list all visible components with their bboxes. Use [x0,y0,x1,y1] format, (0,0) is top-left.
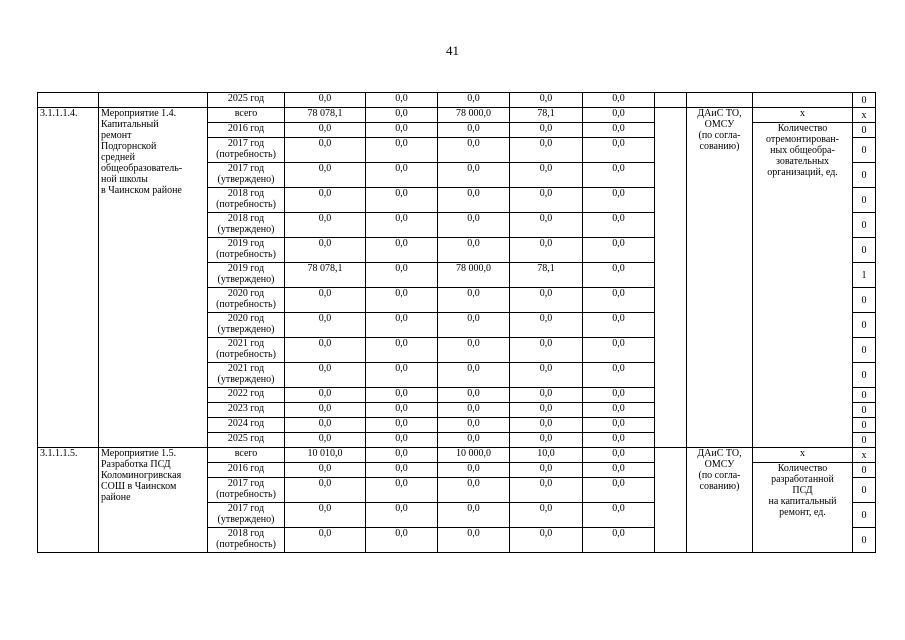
value-cell: 0,0 [438,418,510,433]
value-cell: 0,0 [510,388,583,403]
empty-cell [753,93,853,108]
value-cell: 0,0 [583,188,655,213]
value-cell: 0,0 [285,163,366,188]
value-cell: 0,0 [583,363,655,388]
indicator-value: x [753,448,853,463]
value-cell: 0,0 [366,213,438,238]
table-row [38,448,876,463]
result-cell: 0 [853,418,876,433]
value-cell: 0,0 [366,403,438,418]
value-cell: 0,0 [510,528,583,553]
value-cell: 0,0 [583,433,655,448]
period-cell: 2018 год (утверждено) [208,213,285,238]
value-cell: 78 000,0 [438,108,510,123]
value-cell: 0,0 [366,463,438,478]
value-cell: 0,0 [285,388,366,403]
indicator-name: Количество отремонтирован- ных общеобра- зовательных организаций, ед. [753,123,853,448]
value-cell: 0,0 [366,388,438,403]
value-cell: 0,0 [285,188,366,213]
result-cell: 0 [853,388,876,403]
value-cell: 0,0 [438,188,510,213]
value-cell: 0,0 [510,213,583,238]
value-cell: 0,0 [438,213,510,238]
period-cell: 2023 год [208,403,285,418]
measure-name: Мероприятие 1.5. Разработка ПСД Коломиногривская СОШ в Чаинском районе [99,448,208,553]
value-cell: 0,0 [583,263,655,288]
measure-code: 3.1.1.1.4. [38,108,99,448]
value-cell: 0,0 [285,528,366,553]
value-cell: 78 000,0 [438,263,510,288]
value-cell: 0,0 [438,403,510,418]
value-cell: 0,0 [510,478,583,503]
result-cell: 0 [853,338,876,363]
value-cell: 0,0 [510,403,583,418]
value-cell: 0,0 [438,478,510,503]
result-cell: 0 [853,138,876,163]
value-cell: 0,0 [510,138,583,163]
result-cell: 0 [853,123,876,138]
value-cell: 0,0 [510,188,583,213]
value-cell: 0,0 [438,138,510,163]
value-cell: 0,0 [285,313,366,338]
empty-cell [38,93,99,108]
period-cell: 2020 год (потребность) [208,288,285,313]
value-cell: 78,1 [510,108,583,123]
value-cell: 0,0 [438,163,510,188]
value-cell: 0,0 [510,363,583,388]
value-cell: 0,0 [583,238,655,263]
executor-cell: ДАиС ТО, ОМСУ (по согла- сованию) [687,448,753,553]
value-cell: 0,0 [366,108,438,123]
period-cell: 2021 год (потребность) [208,338,285,363]
result-cell: 0 [853,528,876,553]
value-cell: 78,1 [510,263,583,288]
page-number: 41 [446,43,459,58]
value-cell: 0,0 [583,463,655,478]
value-cell: 0,0 [438,528,510,553]
value-cell: 0,0 [438,363,510,388]
value-cell: 0,0 [438,93,510,108]
result-cell: 0 [853,188,876,213]
empty-cell [655,108,687,448]
result-cell: 0 [853,463,876,478]
period-cell: 2017 год (потребность) [208,478,285,503]
value-cell: 0,0 [438,433,510,448]
value-cell: 0,0 [438,313,510,338]
value-cell: 0,0 [438,123,510,138]
value-cell: 0,0 [366,238,438,263]
empty-cell [687,93,753,108]
value-cell: 0,0 [510,238,583,263]
value-cell: 0,0 [285,463,366,478]
value-cell: 0,0 [510,288,583,313]
value-cell: 0,0 [366,263,438,288]
value-cell: 0,0 [583,138,655,163]
value-cell: 0,0 [366,163,438,188]
value-cell: 0,0 [510,163,583,188]
value-cell: 0,0 [583,478,655,503]
value-cell: 0,0 [510,463,583,478]
value-cell: 0,0 [285,418,366,433]
value-cell: 0,0 [366,478,438,503]
value-cell: 0,0 [583,403,655,418]
value-cell: 0,0 [510,313,583,338]
value-cell: 0,0 [366,448,438,463]
value-cell: 0,0 [583,163,655,188]
value-cell: 0,0 [366,313,438,338]
value-cell: 0,0 [366,418,438,433]
value-cell: 0,0 [366,433,438,448]
empty-cell [655,93,687,108]
period-cell: всего [208,108,285,123]
result-cell: 0 [853,363,876,388]
value-cell: 0,0 [438,388,510,403]
value-cell: 10 000,0 [438,448,510,463]
empty-cell [655,448,687,553]
empty-cell [99,93,208,108]
value-cell: 0,0 [366,363,438,388]
value-cell: 0,0 [438,338,510,363]
value-cell: 0,0 [583,448,655,463]
indicator-name: Количество разработанной ПСД на капитальный ремонт, ед. [753,463,853,553]
period-cell: 2017 год (потребность) [208,138,285,163]
result-cell: 0 [853,313,876,338]
period-cell: 2020 год (утверждено) [208,313,285,338]
program-table [37,92,876,553]
period-cell: 2016 год [208,123,285,138]
value-cell: 0,0 [583,528,655,553]
value-cell: 0,0 [285,403,366,418]
result-cell: 0 [853,433,876,448]
value-cell: 0,0 [510,503,583,528]
measure-code: 3.1.1.1.5. [38,448,99,553]
result-cell: 0 [853,478,876,503]
period-cell: 2019 год (потребность) [208,238,285,263]
result-cell: 0 [853,163,876,188]
value-cell: 0,0 [583,288,655,313]
value-cell: 0,0 [510,338,583,363]
period-cell: 2016 год [208,463,285,478]
value-cell: 0,0 [285,288,366,313]
value-cell: 0,0 [366,338,438,363]
value-cell: 78 078,1 [285,108,366,123]
table-row [38,93,876,108]
value-cell: 0,0 [583,123,655,138]
value-cell: 10 010,0 [285,448,366,463]
value-cell: 0,0 [285,138,366,163]
value-cell: 0,0 [366,138,438,163]
result-cell: 0 [853,403,876,418]
value-cell: 0,0 [285,123,366,138]
value-cell: 0,0 [285,503,366,528]
result-cell: 0 [853,503,876,528]
period-cell: 2019 год (утверждено) [208,263,285,288]
value-cell: 0,0 [285,213,366,238]
result-cell: 0 [853,93,876,108]
value-cell: 0,0 [583,338,655,363]
value-cell: 0,0 [583,213,655,238]
value-cell: 0,0 [438,238,510,263]
period-cell: 2025 год [208,93,285,108]
value-cell: 0,0 [510,123,583,138]
table-row [38,108,876,123]
result-cell: 0 [853,238,876,263]
value-cell: 0,0 [366,503,438,528]
period-cell: 2017 год (утверждено) [208,503,285,528]
value-cell: 0,0 [583,93,655,108]
value-cell: 0,0 [583,503,655,528]
value-cell: 0,0 [510,93,583,108]
result-cell: 0 [853,213,876,238]
result-cell: 0 [853,288,876,313]
value-cell: 0,0 [285,433,366,448]
period-cell: 2018 год (потребность) [208,188,285,213]
value-cell: 0,0 [510,418,583,433]
value-cell: 0,0 [366,288,438,313]
value-cell: 10,0 [510,448,583,463]
period-cell: 2017 год (утверждено) [208,163,285,188]
period-cell: 2025 год [208,433,285,448]
value-cell: 0,0 [583,313,655,338]
period-cell: 2018 год (потребность) [208,528,285,553]
value-cell: 0,0 [583,388,655,403]
result-cell: x [853,448,876,463]
executor-cell: ДАиС ТО, ОМСУ (по согла- сованию) [687,108,753,448]
value-cell: 0,0 [438,288,510,313]
value-cell: 0,0 [285,93,366,108]
period-cell: 2021 год (утверждено) [208,363,285,388]
value-cell: 0,0 [285,238,366,263]
value-cell: 0,0 [366,93,438,108]
value-cell: 0,0 [366,188,438,213]
value-cell: 0,0 [285,478,366,503]
value-cell: 78 078,1 [285,263,366,288]
period-cell: 2024 год [208,418,285,433]
value-cell: 0,0 [438,503,510,528]
value-cell: 0,0 [366,528,438,553]
result-cell: x [853,108,876,123]
value-cell: 0,0 [583,418,655,433]
value-cell: 0,0 [366,123,438,138]
value-cell: 0,0 [285,338,366,363]
value-cell: 0,0 [583,108,655,123]
result-cell: 1 [853,263,876,288]
period-cell: 2022 год [208,388,285,403]
indicator-value: x [753,108,853,123]
period-cell: всего [208,448,285,463]
measure-name: Мероприятие 1.4. Капитальный ремонт Подгорнской средней общеобразователь- ной школы в Чаинском районе [99,108,208,448]
value-cell: 0,0 [438,463,510,478]
value-cell: 0,0 [285,363,366,388]
value-cell: 0,0 [510,433,583,448]
